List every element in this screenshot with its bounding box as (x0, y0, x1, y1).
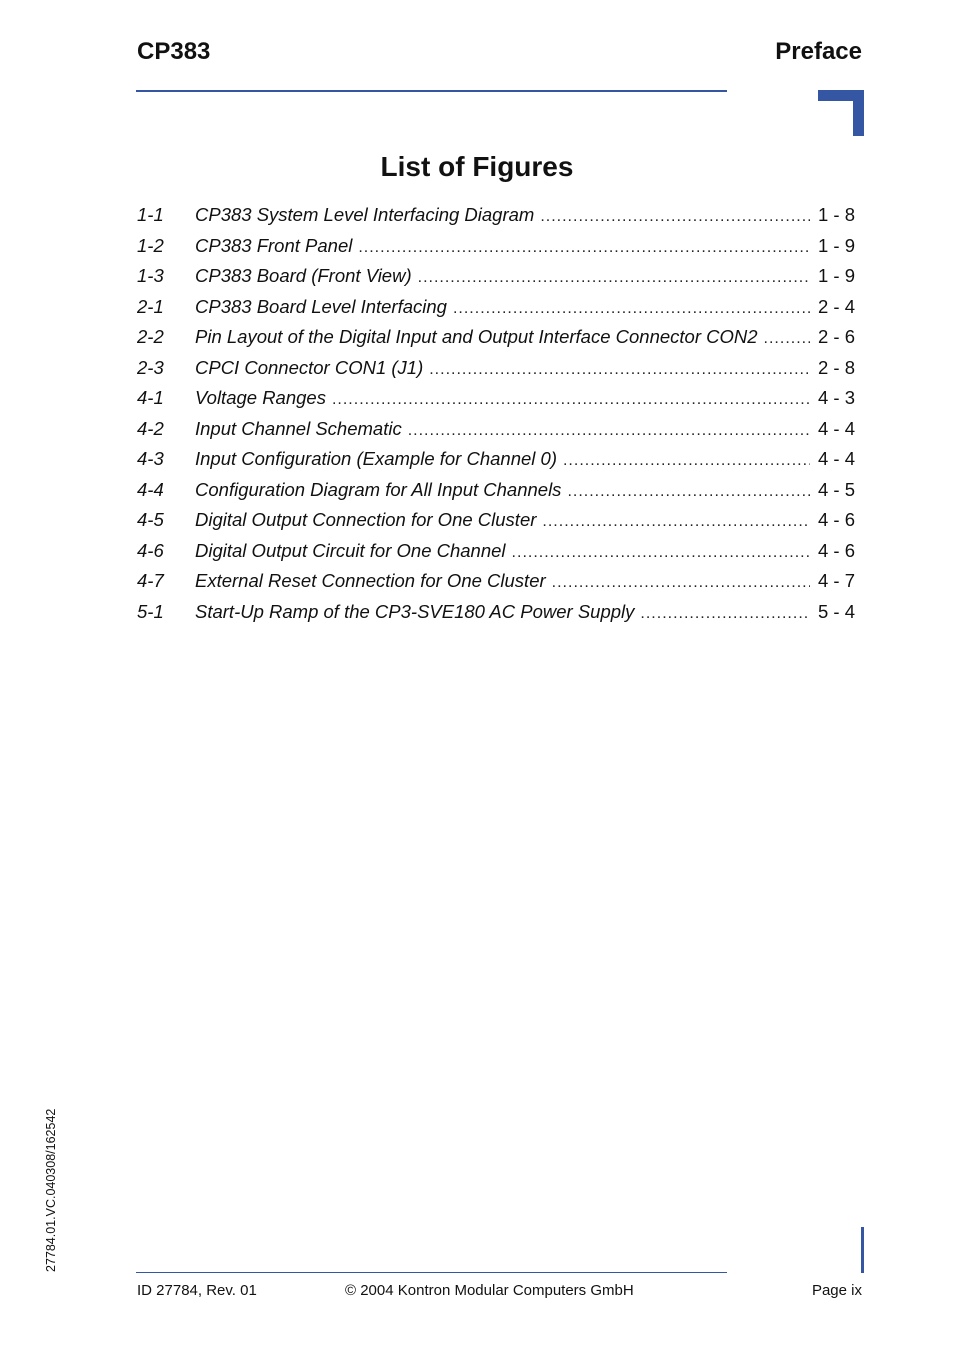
header-rule (136, 90, 727, 92)
figure-title: Configuration Diagram for All Input Channels (195, 478, 562, 500)
figure-number: 4-6 (137, 539, 164, 561)
header-section: Preface (775, 38, 862, 65)
figure-entry[interactable] (137, 601, 855, 632)
figure-number: 4-1 (137, 387, 164, 408)
dot-leader (764, 330, 810, 348)
figure-title: CP383 Front Panel (195, 234, 353, 256)
figure-entry[interactable] (137, 235, 855, 266)
figure-number: 4-7 (137, 570, 164, 591)
figure-title: CP383 Board (Front View) (195, 265, 412, 286)
figure-page: 4 - 4 (817, 448, 855, 469)
dot-leader (453, 300, 810, 318)
figure-page: 4 - 6 (817, 509, 855, 530)
dot-leader (358, 239, 810, 257)
figure-number: 1-2 (137, 234, 164, 256)
figure-page: 4 - 3 (817, 387, 855, 408)
figure-entry[interactable] (137, 204, 855, 235)
dot-leader (567, 483, 810, 501)
dot-leader (332, 391, 810, 409)
footer-page-number: Page ix (811, 1282, 862, 1299)
figure-entry[interactable] (137, 479, 855, 510)
dot-leader (540, 208, 810, 226)
page-title: List of Figures (380, 151, 574, 182)
figure-page: 2 - 8 (817, 356, 855, 378)
figure-number: 4-2 (137, 417, 164, 439)
figure-number: 1-3 (137, 265, 164, 286)
footer-doc-id: ID 27784, Rev. 01 (137, 1282, 257, 1299)
figure-title: Start-Up Ramp of the CP3-SVE180 AC Power Supply (195, 600, 635, 622)
figure-entry[interactable] (137, 509, 855, 540)
figure-title: Digital Output Circuit for One Channel (195, 539, 506, 561)
corner-mark-top (818, 90, 864, 136)
figure-title: Voltage Ranges (195, 387, 326, 408)
document-code: 27784.01.VC.040308/162542 (44, 1108, 58, 1272)
figure-page: 2 - 6 (817, 326, 855, 347)
footer-rule (136, 1272, 727, 1273)
corner-mark-bottom (861, 1227, 864, 1273)
figure-entry[interactable] (137, 570, 855, 601)
figure-page: 4 - 5 (817, 478, 855, 500)
figure-title: Input Channel Schematic (195, 417, 402, 439)
dot-leader (418, 269, 810, 287)
figure-title: External Reset Connection for One Cluster (195, 570, 546, 591)
figure-title: Digital Output Connection for One Cluster (195, 509, 537, 530)
figure-entry[interactable] (137, 357, 855, 388)
dot-leader (563, 452, 810, 470)
figure-entry[interactable] (137, 387, 855, 418)
figure-title: Input Configuration (Example for Channel 0) (195, 448, 557, 469)
figure-number: 4-4 (137, 478, 164, 500)
header-product: CP383 (137, 38, 211, 65)
dot-leader (429, 361, 810, 379)
footer-copyright: © 2004 Kontron Modular Computers GmbH (345, 1282, 634, 1299)
figure-number: 4-5 (137, 509, 164, 530)
figure-page: 4 - 6 (817, 539, 855, 561)
corner-mark-vertical (853, 90, 864, 136)
figure-number: 4-3 (137, 448, 164, 469)
figure-page: 1 - 9 (817, 234, 855, 256)
figure-number: 2-1 (137, 295, 164, 317)
figure-entry[interactable] (137, 448, 855, 479)
figure-page: 4 - 7 (817, 570, 855, 591)
figure-entry[interactable] (137, 296, 855, 327)
figure-page: 5 - 4 (817, 600, 855, 622)
dot-leader (552, 574, 810, 592)
figure-title: Pin Layout of the Digital Input and Output Interface Connector CON2 (195, 326, 758, 347)
figure-entry[interactable] (137, 326, 855, 357)
figure-entry[interactable] (137, 265, 855, 296)
figure-entry[interactable] (137, 418, 855, 449)
dot-leader (640, 605, 810, 623)
dot-leader (512, 544, 810, 562)
dot-leader (542, 513, 810, 531)
figure-page: 4 - 4 (817, 417, 855, 439)
figure-number: 2-2 (137, 326, 164, 347)
figure-title: CP383 System Level Interfacing Diagram (195, 204, 535, 225)
figure-page: 1 - 8 (817, 204, 855, 225)
figure-list (137, 204, 855, 631)
figure-page: 1 - 9 (817, 265, 855, 286)
dot-leader (408, 422, 810, 440)
figure-title: CP383 Board Level Interfacing (195, 295, 447, 317)
figure-title: CPCI Connector CON1 (J1) (195, 356, 424, 378)
figure-page: 2 - 4 (817, 295, 855, 317)
figure-entry[interactable] (137, 540, 855, 571)
figure-number: 2-3 (137, 356, 164, 378)
figure-number: 1-1 (137, 204, 164, 225)
figure-number: 5-1 (137, 600, 164, 622)
